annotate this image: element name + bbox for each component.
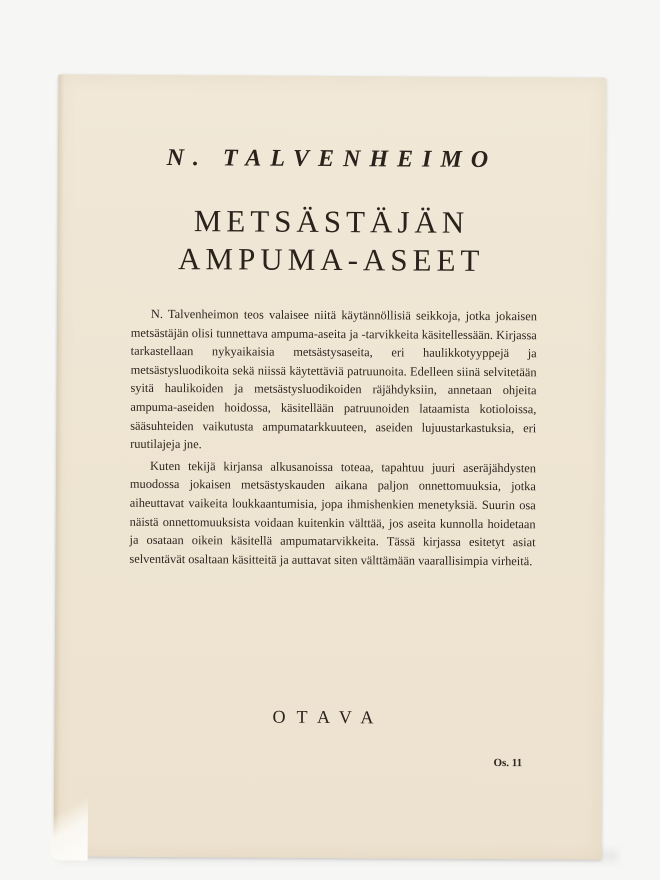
description-paragraph-2: Kuten tekijä kirjansa alkusanoissa toteaa, tapahtuu juuri aseräjähdysten muodossa jokaisen metsästyskauden aikana paljon onnettomuuksia, jotka aiheuttavat vaikeita loukkaantumisia, jopa ihmishenkien menetyksiä. Suurin osa näistä onnettomuuksista voidaan kuitenkin välttää, jos aseita kunnolla hoidetaan ja osataan oikein käsitellä ampumatarvikkeita. Tässä kirjassa esitetyt asiat selventävät osaltaan käsitteitä ja auttavat siten välttämään vaarallisimpia virheitä. [129, 458, 537, 568]
publisher-name: OTAVA [272, 706, 385, 728]
series-code: Os. 11 [493, 757, 523, 770]
book-title-line-1: METSÄSTÄJÄN [193, 203, 470, 240]
book-back-cover [54, 74, 607, 859]
worn-corner [50, 790, 88, 860]
spine-edge [54, 74, 65, 856]
description-paragraph-1: N. Talvenheimon teos valaisee niitä käytännöllisiä seikkoja, jotka jokaisen metsästäjän olisi tunnettava ampuma-aseita ja -tarvikkeita käsitellessään. Kirjassa tarkastellaan nykyaikaisia metsästysaseita, eri haulikkotyyppejä ja metsästysluodikoita sekä niissä käytettäviä patruunoita. Edelleen siinä selvitetään syitä haulikoiden ja metsästysluodikoiden räjähdyksiin, annetaan ohjeita ampuma-aseiden hoidossa, käsitellään patruunoiden lataamista kotioloissa, sääsuhteiden vaikutusta ampumatarkkuuteen, aseiden lujuustarkastuksia, eri ruutilajeja jne. [130, 306, 537, 452]
author-name: N. TALVENHEIMO [166, 144, 498, 174]
book-title-line-2: AMPUMA-ASEET [178, 241, 485, 278]
book-description [129, 305, 537, 574]
